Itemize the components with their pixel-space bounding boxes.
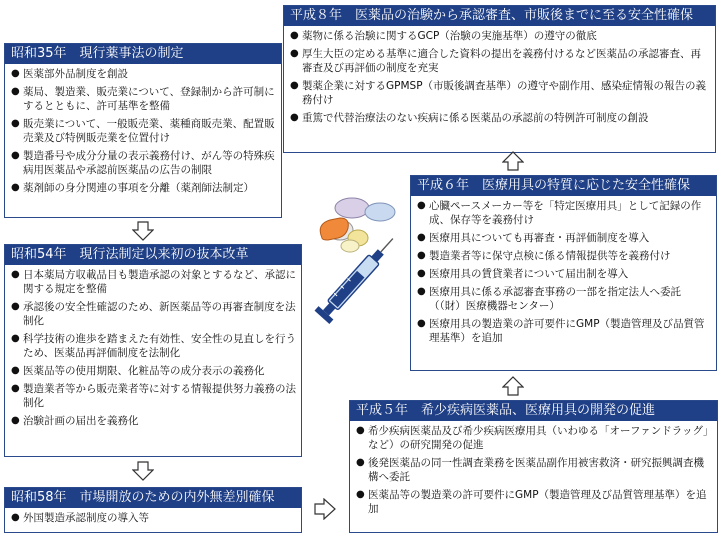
- list-item: ● 製造番号や成分分量の表示義務付け、がん等の特殊疾病用医薬品や承認前医薬品の広告の制限: [11, 150, 275, 176]
- list-item: ● 承認後の安全性確認のため、新医薬品等の再審査制度を法制化: [11, 301, 296, 327]
- bullet-icon: ●: [11, 150, 20, 161]
- list-item: ● 医療用具の賃貸業者について届出制を導入: [417, 268, 629, 280]
- pill-icon: [365, 203, 395, 221]
- bullet-icon: ●: [11, 415, 20, 426]
- bullet-icon: ●: [11, 365, 20, 376]
- list-item: ● 日本薬局方収載品目も製造承認の対象とするなど、承認に関する規定を整備: [11, 269, 296, 295]
- bullet-icon: ●: [11, 269, 20, 280]
- bullet-icon: ●: [290, 80, 299, 91]
- list-item: ● 製薬企業に対するGPMSP（市販後調査基準）の遵守や副作用、感染症情報の報告の義務付け: [290, 80, 707, 106]
- bullet-icon: ●: [417, 318, 426, 329]
- list-item: ● 医療用具についても再審査・再評価制度を導入: [417, 232, 650, 244]
- arrow-down-icon: [132, 461, 154, 481]
- pill-icon: [335, 198, 369, 218]
- bullet-icon: ●: [11, 512, 20, 523]
- bullet-icon: ●: [11, 68, 20, 79]
- list-item: ● 医薬品等の使用期限、化粧品等の成分表示の義務化: [11, 365, 265, 377]
- list-item: ● 医薬部外品制度を創設: [11, 68, 128, 80]
- box-title: 平成６年 医療用具の特質に応じた安全性確保: [411, 176, 716, 196]
- list-item: ● 希少疾病医薬品及び希少疾病医療用具（いわゆる「オーファンドラッグ」など）の研究開発の促進: [356, 425, 709, 451]
- list-item: ● 薬局、製造業、販売業について、登録制から許可制にするとともに、許可基準を整備: [11, 86, 275, 112]
- arrow-up-icon: [502, 151, 524, 171]
- list-item: ● 薬物に係る治験に関するGCP（治験の実施基準）の遵守の徹底: [290, 30, 597, 42]
- bullet-icon: ●: [11, 86, 20, 97]
- list-item: ● 心臓ペースメーカー等を「特定医療用具」として記録の作成、保存等を義務付け: [417, 200, 702, 226]
- arrow-down-icon: [132, 221, 154, 241]
- list-item: ● 後発医薬品の同一性調査業務を医薬品副作用被害救済・研究振興調査機構へ委託: [356, 457, 704, 483]
- list-item: ● 重篤で代替治療法のない疾病に係る医薬品の承認前の特例許可制度の創設: [290, 112, 649, 124]
- box-heisei-5: [349, 400, 718, 533]
- bullet-icon: ●: [356, 489, 365, 500]
- bullet-icon: ●: [356, 425, 365, 436]
- list-item: ● 厚生大臣の定める基準に適合した資料の提出を義務付けるなど医薬品の承認審査、再審査及び再評価の制度を充実: [290, 48, 701, 74]
- bullet-icon: ●: [11, 301, 20, 312]
- list-item: ● 外国製造承認制度の導入等: [11, 512, 149, 524]
- box-heisei-8: [283, 5, 716, 153]
- bullet-icon: ●: [11, 118, 20, 129]
- bullet-icon: ●: [417, 200, 426, 211]
- box-title: 昭和35年 現行薬事法の制定: [5, 44, 281, 64]
- box-showa-54: [4, 244, 302, 457]
- box-body: [411, 196, 716, 351]
- bullet-icon: ●: [290, 30, 299, 41]
- list-item: ● 製造業者等から販売業者等に対する情報提供努力義務の法制化: [11, 383, 296, 409]
- box-title: 平成８年 医薬品の治験から承認審査、市販後までに至る安全性確保: [284, 6, 715, 26]
- pill-icon: [341, 240, 359, 252]
- bullet-icon: ●: [290, 48, 299, 59]
- list-item: ● 医療用具に係る承認審査事務の一部を指定法人へ委託（（財）医療機器センター）: [417, 286, 681, 312]
- box-body: [5, 265, 301, 434]
- box-body: [5, 64, 281, 201]
- bullet-icon: ●: [356, 457, 365, 468]
- arrow-up-icon: [502, 376, 524, 396]
- bullet-icon: ●: [290, 112, 299, 123]
- bullet-icon: ●: [11, 182, 20, 193]
- box-body: [284, 26, 715, 131]
- syringe-and-pills-illustration: [300, 180, 412, 330]
- bullet-icon: ●: [11, 383, 20, 394]
- box-heisei-6: [410, 175, 717, 371]
- bullet-icon: ●: [417, 286, 426, 297]
- box-body: [350, 421, 717, 522]
- arrow-right-icon: [314, 498, 336, 520]
- box-title: 昭和54年 現行法制定以来初の抜本改革: [5, 245, 301, 265]
- list-item: ● 医薬品等の製造業の許可要件にGMP（製造管理及び品質管理基準）を追加: [356, 489, 707, 515]
- bullet-icon: ●: [11, 333, 20, 344]
- box-body: [5, 508, 301, 531]
- bullet-icon: ●: [417, 250, 426, 261]
- bullet-icon: ●: [417, 232, 426, 243]
- list-item: ● 医療用具の製造業の許可要件にGMP（製造管理及び品質管理基準）を追加: [417, 318, 705, 344]
- box-showa-35: [4, 43, 282, 218]
- box-title: 平成５年 希少疾病医薬品、医療用具の開発の促進: [350, 401, 717, 421]
- box-title: 昭和58年 市場開放のための内外無差別確保: [5, 488, 301, 508]
- bullet-icon: ●: [417, 268, 426, 279]
- list-item: ● 治験計画の届出を義務化: [11, 415, 139, 427]
- list-item: ● 薬剤師の身分関連の事項を分離（薬剤師法制定）: [11, 182, 254, 194]
- box-showa-58: [4, 487, 302, 533]
- list-item: ● 製造業者等に保守点検に係る情報提供等を義務付け: [417, 250, 671, 262]
- list-item: ● 販売業について、一般販売業、薬種商販売業、配置販売業及び特例販売業を位置付け: [11, 118, 275, 144]
- list-item: ● 科学技術の進歩を踏まえた有効性、安全性の見直しを行うため、医薬品再評価制度を法制化: [11, 333, 296, 359]
